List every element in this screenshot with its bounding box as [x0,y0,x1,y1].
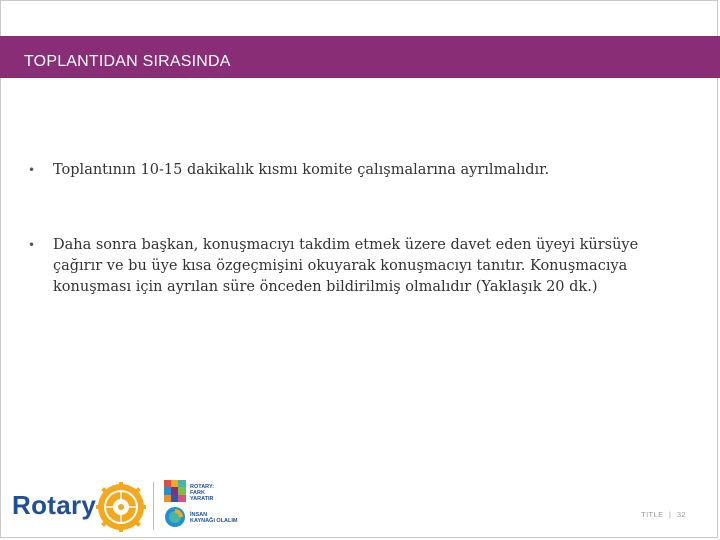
page-number: 32 [676,510,686,519]
bullet-dot: • [28,238,36,252]
slide-footer [641,510,686,519]
bullet-text: Daha sonra başkan, konuşmacıyı takdim etmek üzere davet eden üyeyi kürsüye çağırır ve bu üye kısa özgeçmişini okuyarak konuşmacıyı tanıtır. Konuşmacıya konuşması için ayrılan süre önceden bildirilmiş olmalıdır (Yaklaşık 20 dk.) [53,237,639,295]
rotary-wordmark: Rotary [12,490,97,520]
insan-kaynagi-text [190,512,237,524]
slide-title: TOPLANTIDAN SIRASINDA [24,53,231,70]
logo1-line: FARK [190,490,205,496]
bullet-item [28,235,688,298]
slide-content [28,160,688,298]
rotary-wheel-icon [96,482,146,532]
slide-label: TITLE [641,510,664,519]
logo2-line: İNSAN [190,512,208,518]
logo1-line: ROTARY: [190,484,215,490]
bullet-item [28,160,688,181]
logo2-line: KAYNAĞI OLALIM [190,518,238,524]
fark-yaratir-text [190,484,214,502]
insan-kaynagi-logo-icon [164,506,186,528]
fark-yaratir-logo-icon [164,480,186,502]
bullet-dot: • [28,163,36,177]
logo1-line: YARATIR [190,496,214,502]
footer-divider [153,482,154,530]
bullet-text: Toplantının 10-15 dakikalık kısmı komite çalışmalarına ayrılmalıdır. [53,162,550,178]
footer-separator: | [669,510,672,519]
footer-logos [10,478,250,534]
